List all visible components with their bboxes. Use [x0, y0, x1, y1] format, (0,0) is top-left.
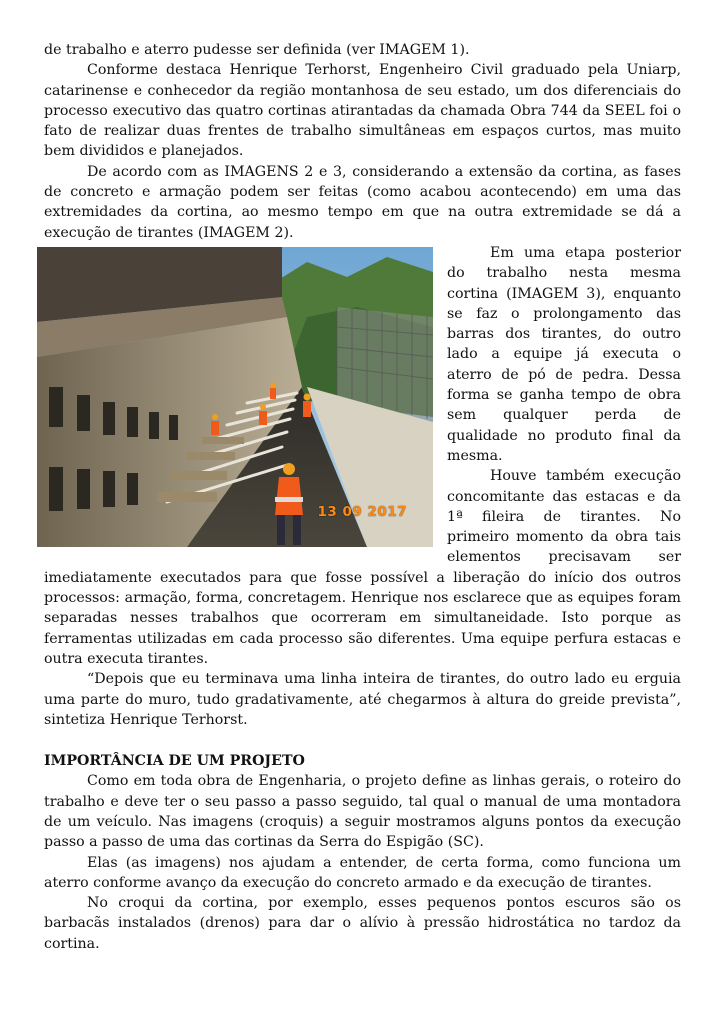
construction-photo [37, 247, 433, 547]
photo-text-wrap [44, 243, 681, 669]
paragraph-1: de trabalho e aterro pudesse ser definida (ver IMAGEM 1). [44, 42, 470, 58]
paragraph-9: No croqui da cortina, por exemplo, esses pequenos pontos escuros são os barbacãs instalados (drenos) para dar o alívio à pressão hidrostática no tardoz da cortina. [44, 895, 681, 952]
paragraph-5: Houve também execução concomitante das estacas e da 1ª fileira de tirantes. No primeiro momento da obra tais elementos precisavam ser imediatamente executados para que fosse possível a liberação do início dos outros processos: armação, forma, concretagem. Henrique nos esclarece que as equipes foram separadas nesses trabalhos que ocorreram em simultaneidade. Isto porque as ferramentas utilizadas em cada processo são diferentes. Uma equipe perfura estacas e outra executa tirantes. [44, 468, 681, 667]
section-heading: IMPORTÂNCIA DE UM PROJETO [44, 753, 305, 770]
paragraph-6: “Depois que eu terminava uma linha inteira de tirantes, do outro lado eu erguia uma parte do muro, tudo gradativamente, até chegarmos à altura do greide prevista”, sintetiza Henrique Terhorst. [44, 671, 681, 728]
photo-date-stamp: 13 09 2017 [317, 503, 407, 520]
paragraph-2: Conforme destaca Henrique Terhorst, Engenheiro Civil graduado pela Uniarp, catarinense e conhecedor da região montanhosa de seu estado, um dos diferenciais do processo executivo das quatro cortinas atirantadas da chamada Obra 744 da SEEL foi o fato de realizar duas frentes de trabalho simultâneas em espaços curtos, mas muito bem divididos e planejados. [44, 62, 681, 160]
paragraph-8: Elas (as imagens) nos ajudam a entender, de certa forma, como funciona um aterro conforme avanço da execução do concreto armado e da execução de tirantes. [44, 854, 681, 891]
paragraph-4: Em uma etapa posterior do trabalho nesta mesma cortina (IMAGEM 3), enquanto se faz o prolongamento das barras dos tirantes, do outro lado a equipe já executa o aterro de pó de pedra. Dessa forma se ganha tempo de obra sem qualquer perda de qualidade no produto final da mesma. [447, 244, 681, 464]
paragraph-3: De acordo com as IMAGENS 2 e 3, considerando a extensão da cortina, as fases de concreto e armação podem ser feitas (como acabou acontecendo) em uma das extremidades da cortina, ao mesmo tempo em que na outra extremidade se dá a execução de tirantes (IMAGEM 2). [44, 163, 681, 241]
paragraph-7: Como em toda obra de Engenharia, o projeto define as linhas gerais, o roteiro do trabalho e deve ter o seu passo a passo seguido, tal qual o manual de uma montadora de um veículo. Nas imagens (croquis) a seguir mostramos alguns pontos da execução passo a passo de uma das cortinas da Serra do Espigão (SC). [44, 773, 681, 851]
document-page [44, 40, 681, 954]
section-gap [44, 730, 681, 751]
